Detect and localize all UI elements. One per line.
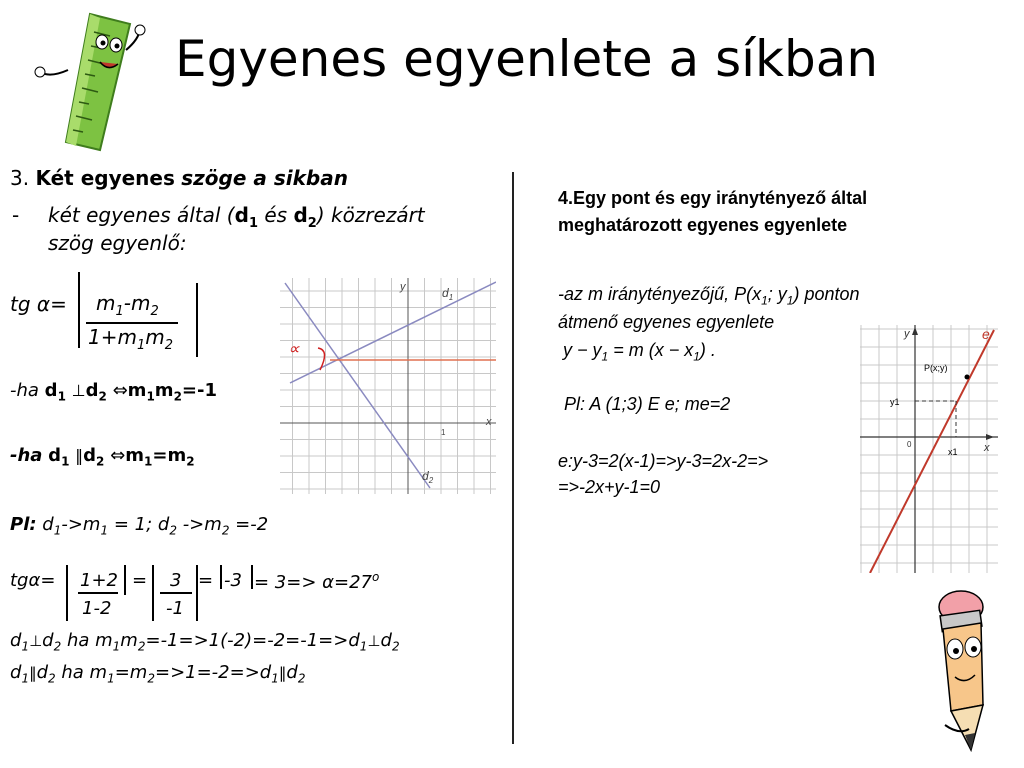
graph2-point-label: P(x;y)	[924, 363, 948, 373]
equivalence-arrow-icon: ⇔	[110, 445, 126, 466]
graph1-d2-label: $d_2$	[422, 469, 434, 485]
calc-den-1: 1-2	[82, 598, 112, 619]
perpendicular-icon: ⊥	[367, 632, 381, 650]
calc-num-1: 1+2	[80, 570, 118, 591]
graph2-x-label: x	[984, 442, 990, 454]
calc-eq-2: =	[198, 570, 214, 591]
perpendicular-check: $d_1\perp d_2$ ha $m_1m_2=-1=>1(-2)=-2=-1=>d_1\perp d_2$	[10, 630, 400, 654]
tg-label: tg α=	[10, 292, 67, 316]
parallel-check: $d_1‖d_2$ ha $m_1=m_2=>1=-2=>d_1‖d_2$	[10, 662, 306, 686]
bullet-d1: d	[234, 203, 249, 227]
bullet-line-2: szög egyenlő:	[48, 231, 187, 255]
perpendicular-icon: ⊥	[71, 381, 86, 400]
graph2-e-label: e	[982, 326, 990, 342]
example-line: Pl: $d_1->m_1 = 1$; $d_2$ $->m_2 =-2$	[10, 514, 269, 538]
parallel-icon: ‖	[278, 664, 287, 682]
ruler-mascot-icon	[30, 10, 150, 155]
calc-frac-bar-1	[78, 592, 118, 594]
bullet-d1-sub: 1	[248, 216, 258, 231]
right-desc-1: -az m iránytényezőjű, $P(x_1$; $y_1$) ponton	[558, 284, 860, 308]
graph2-origin: 0	[907, 440, 912, 449]
perpendicular-condition: -ha $d_1$ $\perp d_2$ $\Leftrightarrow m_1m_2=-1$	[10, 380, 217, 404]
bullet-es: és	[258, 203, 294, 227]
point-slope-formula: $y - y_1 = m$ $(x - x_1)$ .	[563, 340, 716, 364]
graph2-y1-label: y1	[890, 397, 900, 407]
calc-result: = $3=> \alpha=27^o$	[254, 570, 380, 593]
right-heading-2: meghatározott egyenes egyenlete	[558, 215, 848, 235]
bullet-d2-sub: 2	[307, 216, 317, 231]
calc-value-3: -3	[224, 570, 242, 591]
tg-calc-label: tgα=	[10, 570, 56, 591]
calc-eq-1: =	[132, 570, 148, 591]
right-example: Pl: A (1;3) E e; me=2	[564, 394, 731, 414]
bullet-text-a: két egyenes által (	[48, 203, 235, 227]
equivalence-arrow-icon: ⇔	[112, 380, 128, 401]
parallel-icon: ‖	[75, 446, 84, 465]
parallel-icon: ‖	[29, 664, 37, 682]
point-p	[965, 375, 970, 380]
right-desc-2: átmenő egyenes egyenlete	[558, 312, 775, 332]
solution-line-2: =>-2x+y-1=0	[558, 477, 661, 497]
graph1-x-label: x	[486, 416, 492, 428]
calc-bar-6	[251, 565, 253, 589]
angle-graph	[280, 278, 496, 494]
graph1-tick: 1	[441, 428, 446, 437]
bullet-dash: -	[12, 203, 20, 227]
fraction-denominator: $1+m_1m_2$	[88, 325, 174, 353]
perpendicular-icon: ⊥	[29, 632, 43, 650]
pencil-mascot-icon	[925, 585, 1005, 765]
graph2-x1-label: x1	[948, 447, 958, 457]
heading-bold: Két egyenes	[35, 166, 175, 190]
fraction-numerator: $m_1-m_2$	[96, 291, 159, 319]
calc-bar-5	[220, 565, 222, 589]
heading-italic: szöge a sikban	[181, 166, 348, 190]
angle-symbol: ∝	[288, 341, 300, 358]
right-heading-1: 4.Egy pont és egy iránytényező által	[558, 188, 868, 208]
solution-line-1: e:y-3=2(x-1)=>y-3=2x-2=>	[558, 451, 769, 471]
calc-bar-2	[124, 565, 126, 595]
graph1-d1-label: $d_1$	[442, 286, 454, 302]
page-title: Egyenes egyenlete a síkban	[175, 30, 879, 88]
calc-num-2: 3	[170, 570, 182, 591]
parallel-condition: -ha $d_1$ $‖d_2$ $\Leftrightarrow m_1=m_2$	[10, 445, 195, 469]
calc-frac-bar-2	[160, 592, 192, 594]
line-graph	[860, 325, 998, 573]
section-heading	[10, 166, 348, 190]
abs-bar-right	[196, 283, 198, 357]
bullet-text-b: ) közrezárt	[316, 203, 425, 227]
graph2-y-label: y	[904, 328, 910, 340]
calc-bar-1	[66, 565, 68, 621]
fraction-bar	[86, 322, 178, 324]
column-divider	[512, 172, 514, 744]
heading-number: 3.	[10, 166, 30, 190]
calc-bar-3	[152, 565, 154, 621]
bullet-line-1	[48, 203, 425, 231]
bullet-d2: d	[293, 203, 308, 227]
calc-den-2: -1	[166, 598, 184, 619]
abs-bar-left	[78, 272, 80, 348]
graph1-y-label: y	[400, 281, 406, 293]
